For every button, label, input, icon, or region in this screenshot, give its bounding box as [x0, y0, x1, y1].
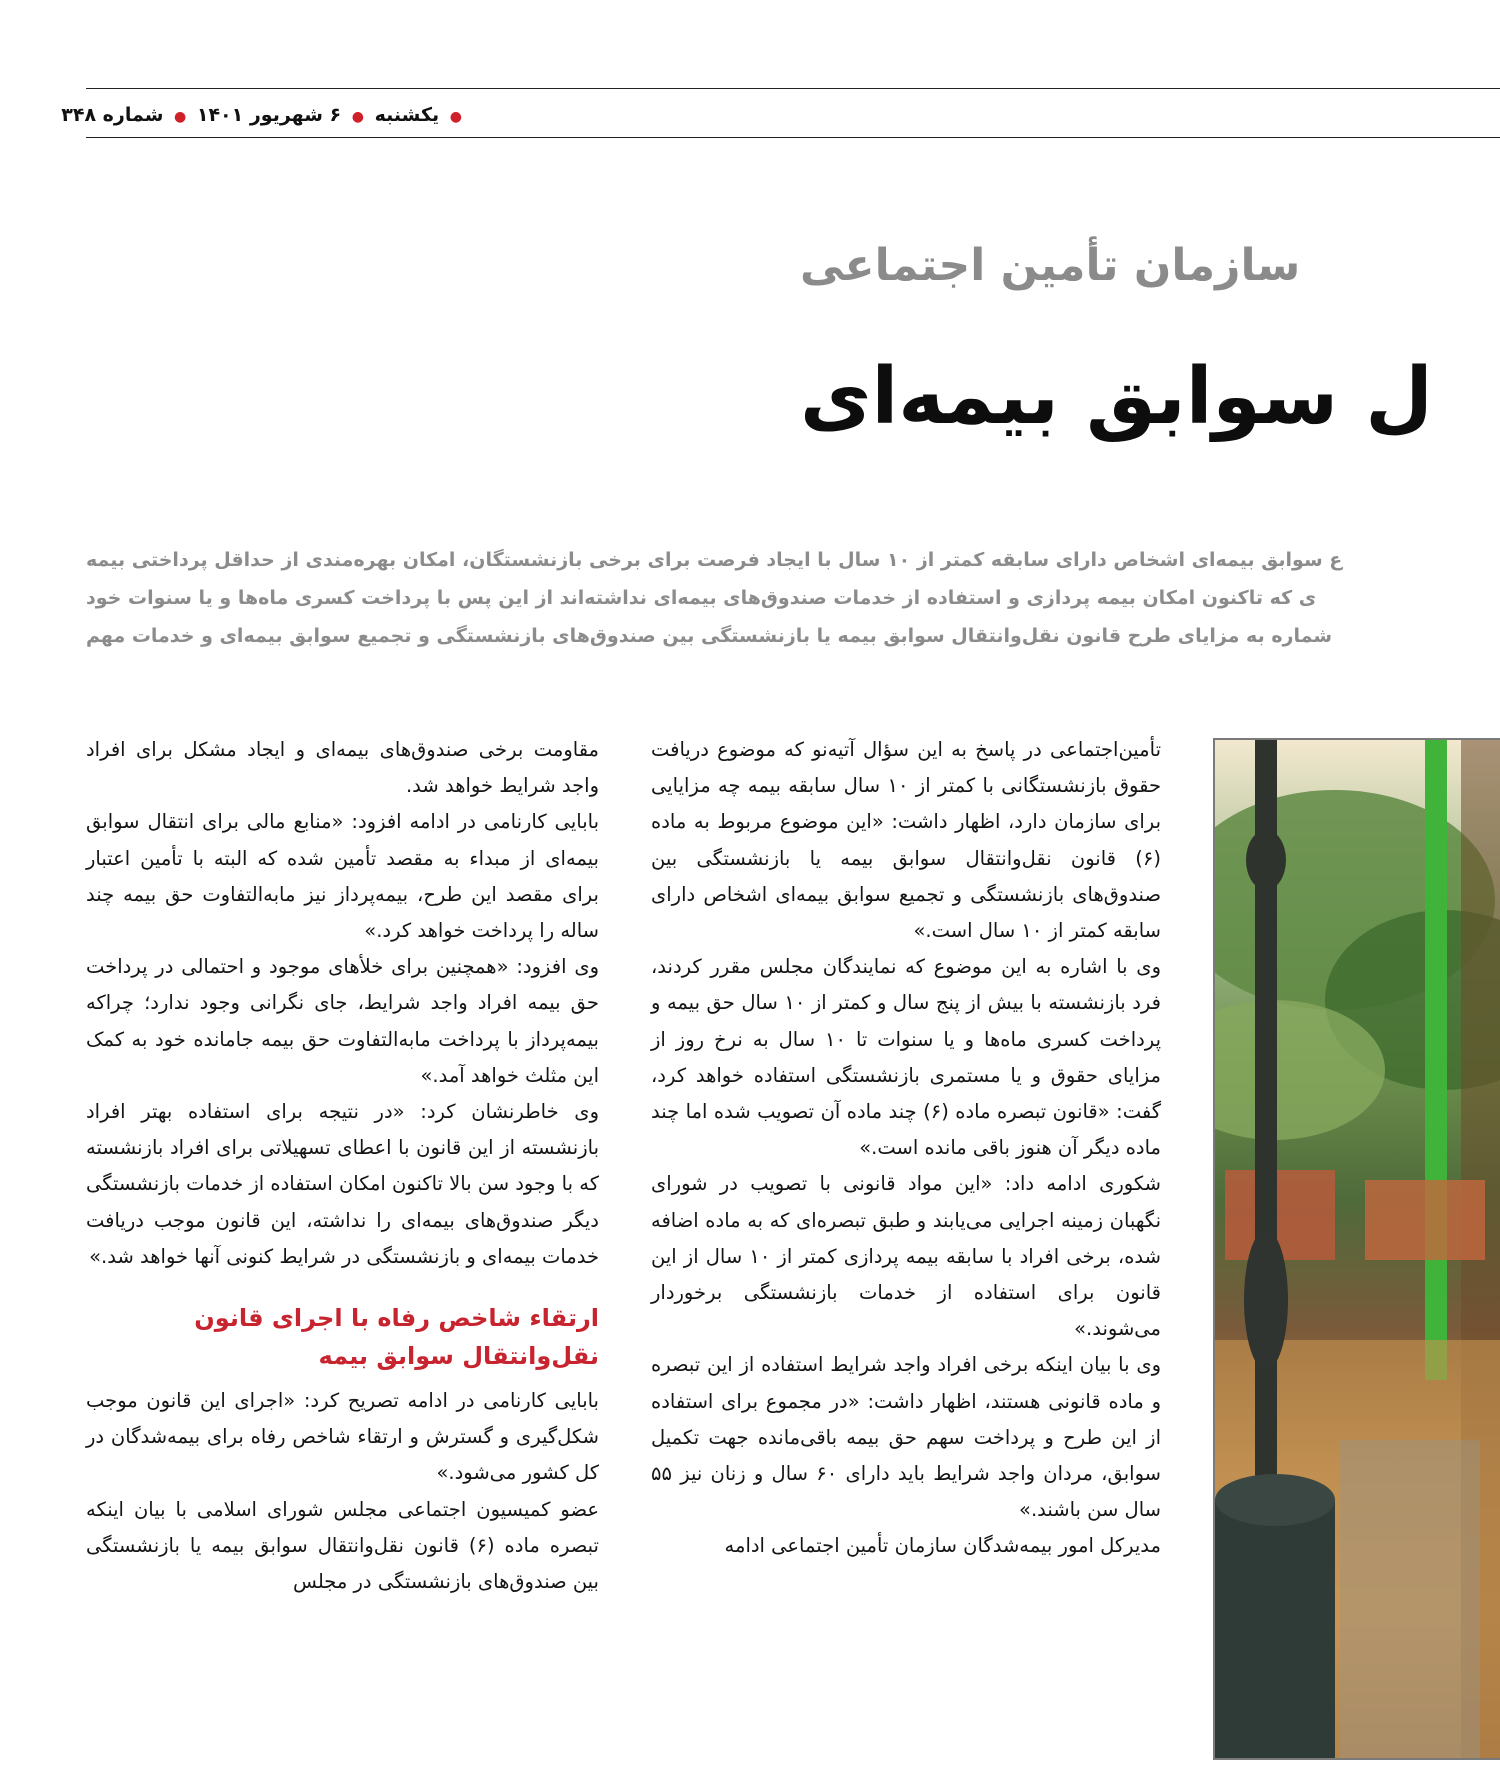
headline: ل سوابق بیمه‌ای: [800, 352, 1433, 442]
paragraph: وی افزود: «همچنین برای خلأهای موجود و احتمالی در پرداخت حق بیمه افراد واجد شرایط، جای نگرانی وجود ندارد؛ چراکه بیمه‌پرداز با پرداخت مابه‌التفاوت حق بیمه جامانده خود به کمک این مثلث خواهد آمد.»: [86, 955, 599, 1087]
dateline: [61, 98, 466, 132]
bullet-icon: ●: [449, 109, 462, 125]
paragraph: وی خاطرنشان کرد: «در نتیجه برای استفاده بهتر افراد بازنشسته از این قانون با اعطای تسهیلاتی برای افراد بازنشسته که با وجود سن بالا تاکنون امکان استفاده از خدمات بازنشستگی دیگر صندوق‌های بیمه‌ای را نداشته، این قانون موجب دریافت خدمات بیمه‌ای و بازنشستگی در شرایط کنونی آنها خواهد شد.»: [86, 1100, 599, 1268]
lead-line: ی که تاکنون امکان بیمه پردازی و استفاده از خدمات صندوق‌های بیمه‌ای نداشته‌اند از این پس با پرداخت کسری ماه‌ها و یا سنوات خود: [86, 587, 1317, 609]
park-scene-image: [1215, 740, 1500, 1758]
paragraph: بابایی کارنامی در ادامه افزود: «منابع مالی برای انتقال سوابق بیمه‌ای از مبداء به مقصد تأمین شده که البته با تأمین اعتبار برای مقصد این طرح، بیمه‌پرداز نیز مابه‌التفاوت حق بیمه چند ساله را پرداخت خواهد کرد.»: [86, 810, 599, 943]
paragraph: وی با بیان اینکه برخی افراد واجد شرایط استفاده از این تبصره و ماده قانونی هستند، اظهار داشت: «در مجموع برای استفاده از این طرح و پرداخت سهم حق بیمه باقی‌مانده جهت تکمیل سوابق، مردان واجد شرایط باید دارای ۶۰ سال و زنان نیز ۵۵ سال سن باشند.»: [651, 1353, 1161, 1522]
kicker: سازمان تأمین اجتماعی: [800, 240, 1301, 291]
paragraph: مدیرکل امور بیمه‌شدگان سازمان تأمین اجتماعی ادامه: [724, 1534, 1161, 1558]
lead-line: ع سوابق بیمه‌ای اشخاص دارای سابقه کمتر از ۱۰ سال با ایجاد فرصت برای برخی بازنشستگان، امکان بهره‌مندی از حداقل پرداختی بیمه: [86, 549, 1343, 571]
weekday: یکشنبه: [374, 104, 440, 126]
paragraph: مقاومت برخی صندوق‌های بیمه‌ای و ایجاد مشکل برای افراد واجد شرایط خواهد شد.: [86, 738, 599, 798]
issue-date: ۶ شهریور ۱۴۰۱: [196, 104, 342, 126]
bullet-icon: ●: [174, 109, 187, 125]
dateline-rule: [86, 137, 1500, 138]
article-column-middle: [651, 732, 1161, 1565]
paragraph: شکوری ادامه داد: «این مواد قانونی با تصویب در شورای نگهبان زمینه اجرایی می‌یابند و طبق تبصره‌ای که به ماده اضافه شده، برخی افراد با سابقه بیمه پردازی کمتر از ۱۰ سال از این قانون برای استفاده از خدمات بازنشستگی برخوردار می‌شوند.»: [651, 1172, 1161, 1341]
issue-number: شماره ۳۴۸: [61, 104, 164, 126]
top-rule: [86, 88, 1500, 89]
paragraph: تأمین‌اجتماعی در پاسخ به این سؤال آتیه‌نو که موضوع دریافت حقوق بازنشستگانی با کمتر از ۱۰ سال سابقه بیمه چه مزایایی برای سازمان دارد، اظهار داشت: «این موضوع مربوط به ماده (۶) قانون نقل‌وانتقال سوابق بیمه یا بازنشستگی بین صندوق‌های بازنشستگی و تجمیع سوابق بیمه‌ای اشخاص دارای سابقه کمتر از ۱۰ سال است.»: [651, 738, 1161, 943]
article-column-left: [86, 732, 599, 1600]
lead-line: شماره به مزایای طرح قانون نقل‌وانتقال سوابق بیمه یا بازنشستگی بین صندوق‌های بازنشستگی و تجمیع سوابق بیمه‌ای و خدمات مهم: [86, 625, 1333, 647]
article-photo: [1213, 738, 1500, 1760]
section-subhead: ارتقاء شاخص رفاه با اجرای قانون نقل‌وانتقال سوابق بیمه: [194, 1304, 599, 1371]
lead-paragraph: [86, 541, 1500, 655]
bullet-icon: ●: [351, 109, 364, 125]
paragraph: عضو کمیسیون اجتماعی مجلس شورای اسلامی با بیان اینکه تبصره ماده (۶) قانون نقل‌وانتقال سوابق بیمه یا بازنشستگی بین صندوق‌های بازنشستگی در مجلس: [86, 1497, 599, 1594]
paragraph: وی با اشاره به این موضوع که نمایندگان مجلس مقرر کردند، فرد بازنشسته با بیش از پنج سال و کمتر از ۱۰ سال حق بیمه و پرداخت کسری ماه‌ها و یا سنوات تا ۱۰ سال به نرخ روز از مزایای حقوق و یا مستمری بازنشستگی استفاده خواهد کرد، گفت: «قانون تبصره ماده (۶) چند ماده آن تصویب شده اما چند ماده دیگر آن هنوز باقی مانده است.»: [651, 955, 1162, 1160]
paragraph: بابایی کارنامی در ادامه تصریح کرد: «اجرای این قانون موجب شکل‌گیری و گسترش و ارتقاء شاخص رفاه برای بیمه‌شدگان در کل کشور می‌شود.»: [86, 1389, 599, 1485]
